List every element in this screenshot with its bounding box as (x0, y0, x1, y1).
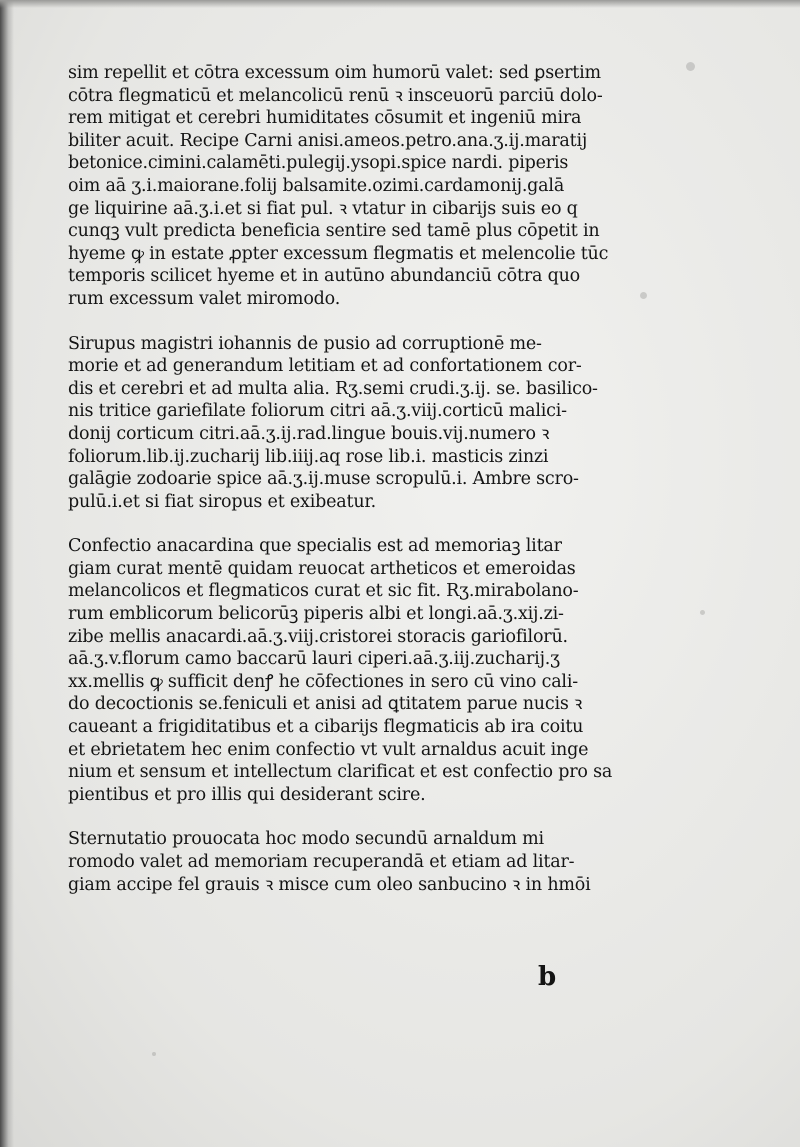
paragraph-4: Sternutatio prouocata hoc modo secundū arnaldum mi romodo valet ad memoriam recuperandā et etiam ad litar- giam accipe fel grauis ꝛ misce cum oleo sanbucino ꝛ in hmōi (68, 829, 591, 895)
paper-speck (686, 62, 695, 71)
paper-speck (640, 292, 647, 299)
paragraph-3: Confectio anacardina que specialis est ad memoriaꝫ litar giam curat mentē quidam reuocat artheticos et emeroidas melancolicos et flegmaticos curat et sic fit. Rʒ.mirabolano- rum emblicorum belicorūꝫ piperis albi et longi.aā.ʒ.xij.zi- zibe mellis anacardi.aā.ʒ.viij.cristorei storacis gariofilorū. aā.ʒ.v.florum camo baccarū lauri ciperi.aā.ʒ.iij.zucharij.ʒ xx.mellis ꝙ sufficit denꝭ he cōfectiones in sero cū vino cali- do decoctionis se.feniculi et anisi ad ꝗtitatem parue nucis ꝛ caueant a frigiditatibus et a cibarijs flegmaticis ab ira coitu et ebrietatem hec enim confectio vt vult arnaldus acuit inge nium et sensum et intellectum clarificat et est confectio pro sa pientibus et pro illis qui desiderant scire. (68, 536, 613, 805)
paper-speck (700, 610, 705, 615)
signature-mark: b (538, 962, 557, 992)
paragraph-2: Sirupus magistri iohannis de pusio ad corruptionē me- morie et ad generandum letitiam et ad confortationem cor- dis et cerebri et ad multa alia. Rʒ.semi crudi.ʒ.ij. se. basilico- nis tritice gariefilate foliorum citri aā.ʒ.viij.corticū malici- donij corticum citri.aā.ʒ.ij.rad.lingue bouis.vij.numero ꝛ foliorum.lib.ij.zucharij lib.iiij.aq rose lib.i. masticis zinzi galāgie zodoarie spice aā.ʒ.ij.muse scropulū.i. Ambre scro- pulū.i.et si fiat siropus et exibeatur. (68, 333, 598, 512)
top-edge-shadow (0, 0, 800, 8)
paragraph-1: sim repellit et cōtra excessum oim humorū valet: sed ꝑsertim cōtra flegmaticū et melancolicū renū ꝛ insceuorū parciū dolo- rem mitigat et cerebri humiditates cōsumit et ingeniū mira biliter acuit. Recipe Carni anisi.ameos.petro.ana.ʒ.ij.maratij betonice.cimini.calamēti.pulegij.ysopi.spice nardi. piperis oim aā ʒ.i.maiorane.folij balsamite.ozimi.cardamonij.galā ge liquirine aā.ʒ.i.et si fiat pul. ꝛ vtatur in cibarijs suis eo q cunqꝫ vult predicta beneficia sentire sed tamē plus cōpetit in hyeme ꝙ in estate ꝓpter excessum flegmatis et melencolie tūc temporis scilicet hyeme et in autūno abundanciū cōtra quo rum excessum valet miromodo. (68, 63, 609, 309)
paper-speck (152, 1052, 156, 1056)
printed-text-block (68, 62, 628, 896)
gutter-shadow (0, 0, 14, 1147)
